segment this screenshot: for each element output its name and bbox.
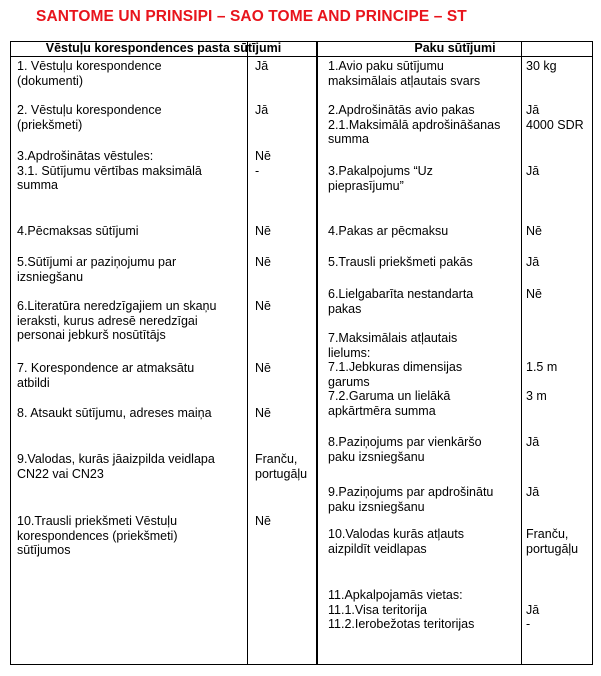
parcels-row-8-label: paku izsniegšanu bbox=[328, 449, 425, 464]
letters-row-2-label: (priekšmeti) bbox=[17, 117, 83, 132]
letters-row-4-label: 4.Pēcmaksas sūtījumi bbox=[17, 224, 139, 238]
letters-row-6-label: ieraksti, kurus adresē neredzīgai bbox=[17, 313, 198, 328]
letters-row-1-label: (dokumenti) bbox=[17, 73, 83, 88]
letters-row-6-value: Nē bbox=[255, 299, 271, 313]
parcels-row-7-label: apkārtmēra summa bbox=[328, 403, 436, 418]
letters-row-10-label: 10.Trausli priekšmeti Vēstuļu bbox=[17, 514, 178, 528]
letters-row-1-label: 1. Vēstuļu korespondence bbox=[17, 59, 162, 73]
parcels-row-11-value: - bbox=[526, 617, 531, 631]
letters-row-3-value: - bbox=[255, 163, 260, 178]
parcels-row-9-label: 9.Paziņojums par apdrošinātu bbox=[328, 485, 494, 499]
parcels-header: Paku sūtījumi bbox=[414, 41, 496, 55]
letters-row-1-value: Jā bbox=[255, 59, 269, 73]
parcels-row-6-value: Nē bbox=[526, 287, 542, 301]
letters-row-5-label: izsniegšanu bbox=[17, 269, 84, 284]
letters-row-9-label: 9.Valodas, kurās jāaizpilda veidlapa bbox=[17, 452, 215, 466]
parcels-row-7-label: garums bbox=[328, 374, 370, 389]
parcels-row-7-label: 7.2.Garuma un lielākā bbox=[328, 389, 451, 403]
letters-row-3-label: summa bbox=[17, 178, 58, 192]
parcels-row-10-value: Franču, bbox=[526, 527, 569, 541]
parcels-row-10-value: portugāļu bbox=[526, 541, 579, 556]
letters-row-7-value: Nē bbox=[255, 361, 271, 375]
parcels-row-11-label: 11.1.Visa teritorija bbox=[328, 602, 427, 617]
parcels-row-6-label: pakas bbox=[328, 301, 362, 316]
letters-row-3-value: Nē bbox=[255, 149, 271, 163]
parcels-row-4-value: Nē bbox=[526, 224, 542, 238]
parcels-row-1-label: 1.Avio paku sūtījumu bbox=[328, 59, 444, 73]
parcels-row-11-value: Jā bbox=[526, 602, 540, 617]
letters-row-7-label: atbildi bbox=[17, 375, 50, 390]
center-divider bbox=[316, 42, 318, 664]
left-value-divider bbox=[247, 42, 248, 664]
services-table bbox=[10, 41, 593, 665]
letters-row-10-label: korespondences (priekšmeti) bbox=[17, 528, 178, 543]
letters-row-4-value: Nē bbox=[255, 224, 271, 238]
letters-row-3-label: 3.Apdrošinātas vēstules: bbox=[17, 149, 154, 163]
letters-row-3-label: 3.1. Sūtījumu vērtības maksimālā bbox=[17, 163, 202, 178]
letters-row-9-value: portugāļu bbox=[255, 466, 308, 481]
parcels-row-6-label: 6.Lielgabarīta nestandarta bbox=[328, 287, 474, 301]
letters-row-10-label: sūtījumos bbox=[17, 543, 71, 557]
parcels-row-5-label: 5.Trausli priekšmeti pakās bbox=[328, 255, 473, 269]
letters-row-5-value: Nē bbox=[255, 255, 271, 269]
parcels-row-11-label: 11.2.Ierobežotas teritorijas bbox=[328, 617, 475, 631]
letters-row-8-label: 8. Atsaukt sūtījumu, adreses maiņa bbox=[17, 406, 212, 420]
letters-row-10-value: Nē bbox=[255, 514, 271, 528]
parcels-row-3-label: 3.Pakalpojums “Uz bbox=[328, 164, 433, 178]
letters-row-7-label: 7. Korespondence ar atmaksātu bbox=[17, 361, 195, 375]
parcels-row-2-value: 4000 SDR bbox=[526, 117, 584, 132]
parcels-row-9-label: paku izsniegšanu bbox=[328, 499, 425, 514]
letters-row-2-value: Jā bbox=[255, 103, 269, 117]
letters-row-5-label: 5.Sūtījumi ar paziņojumu par bbox=[17, 255, 177, 269]
parcels-row-2-value: Jā bbox=[526, 103, 540, 117]
letters-header: Vēstuļu korespondences pasta sūtījumi bbox=[45, 41, 282, 55]
parcels-row-7-label: 7.1.Jebkuras dimensijas bbox=[328, 360, 463, 374]
parcels-row-7-label: lielums: bbox=[328, 345, 371, 360]
letters-row-9-value: Franču, bbox=[255, 452, 298, 466]
parcels-row-3-value: Jā bbox=[526, 164, 540, 178]
letters-row-8-value: Nē bbox=[255, 406, 271, 420]
parcels-row-11-label: 11.Apkalpojamās vietas: bbox=[328, 588, 463, 602]
parcels-row-2-label: summa bbox=[328, 132, 369, 146]
letters-row-2-label: 2. Vēstuļu korespondence bbox=[17, 103, 162, 117]
letters-row-6-label: 6.Literatūra neredzīgajiem un skaņu bbox=[17, 299, 217, 313]
parcels-row-4-label: 4.Pakas ar pēcmaksu bbox=[328, 224, 449, 238]
parcels-row-10-label: 10.Valodas kurās atļauts bbox=[328, 527, 464, 541]
parcels-row-7-label: 7.Maksimālais atļautais bbox=[328, 331, 458, 345]
parcels-row-8-value: Jā bbox=[526, 435, 540, 449]
parcels-row-2-label: 2.1.Maksimālā apdrošināšanas bbox=[328, 117, 501, 132]
letters-row-9-label: CN22 vai CN23 bbox=[17, 466, 104, 481]
parcels-row-9-value: Jā bbox=[526, 485, 540, 499]
letters-row-6-label: personai jebkurš nosūtītājs bbox=[17, 328, 166, 342]
parcels-row-1-value: 30 kg bbox=[526, 59, 557, 73]
page-title: SANTOME UN PRINSIPI – SAO TOME AND PRINCIPE – ST bbox=[36, 8, 467, 25]
parcels-row-7-value: 3 m bbox=[526, 389, 547, 403]
parcels-row-2-label: 2.Apdrošinātās avio pakas bbox=[328, 103, 475, 117]
parcels-row-3-label: pieprasījumu” bbox=[328, 178, 404, 193]
parcels-row-5-value: Jā bbox=[526, 255, 540, 269]
parcels-row-1-label: maksimālais atļautais svars bbox=[328, 73, 481, 88]
parcels-row-7-value: 1.5 m bbox=[526, 360, 558, 374]
parcels-row-8-label: 8.Paziņojums par vienkāršo bbox=[328, 435, 482, 449]
right-value-divider bbox=[521, 42, 522, 664]
parcels-row-10-label: aizpildīt veidlapas bbox=[328, 541, 427, 556]
header-divider bbox=[11, 56, 592, 57]
